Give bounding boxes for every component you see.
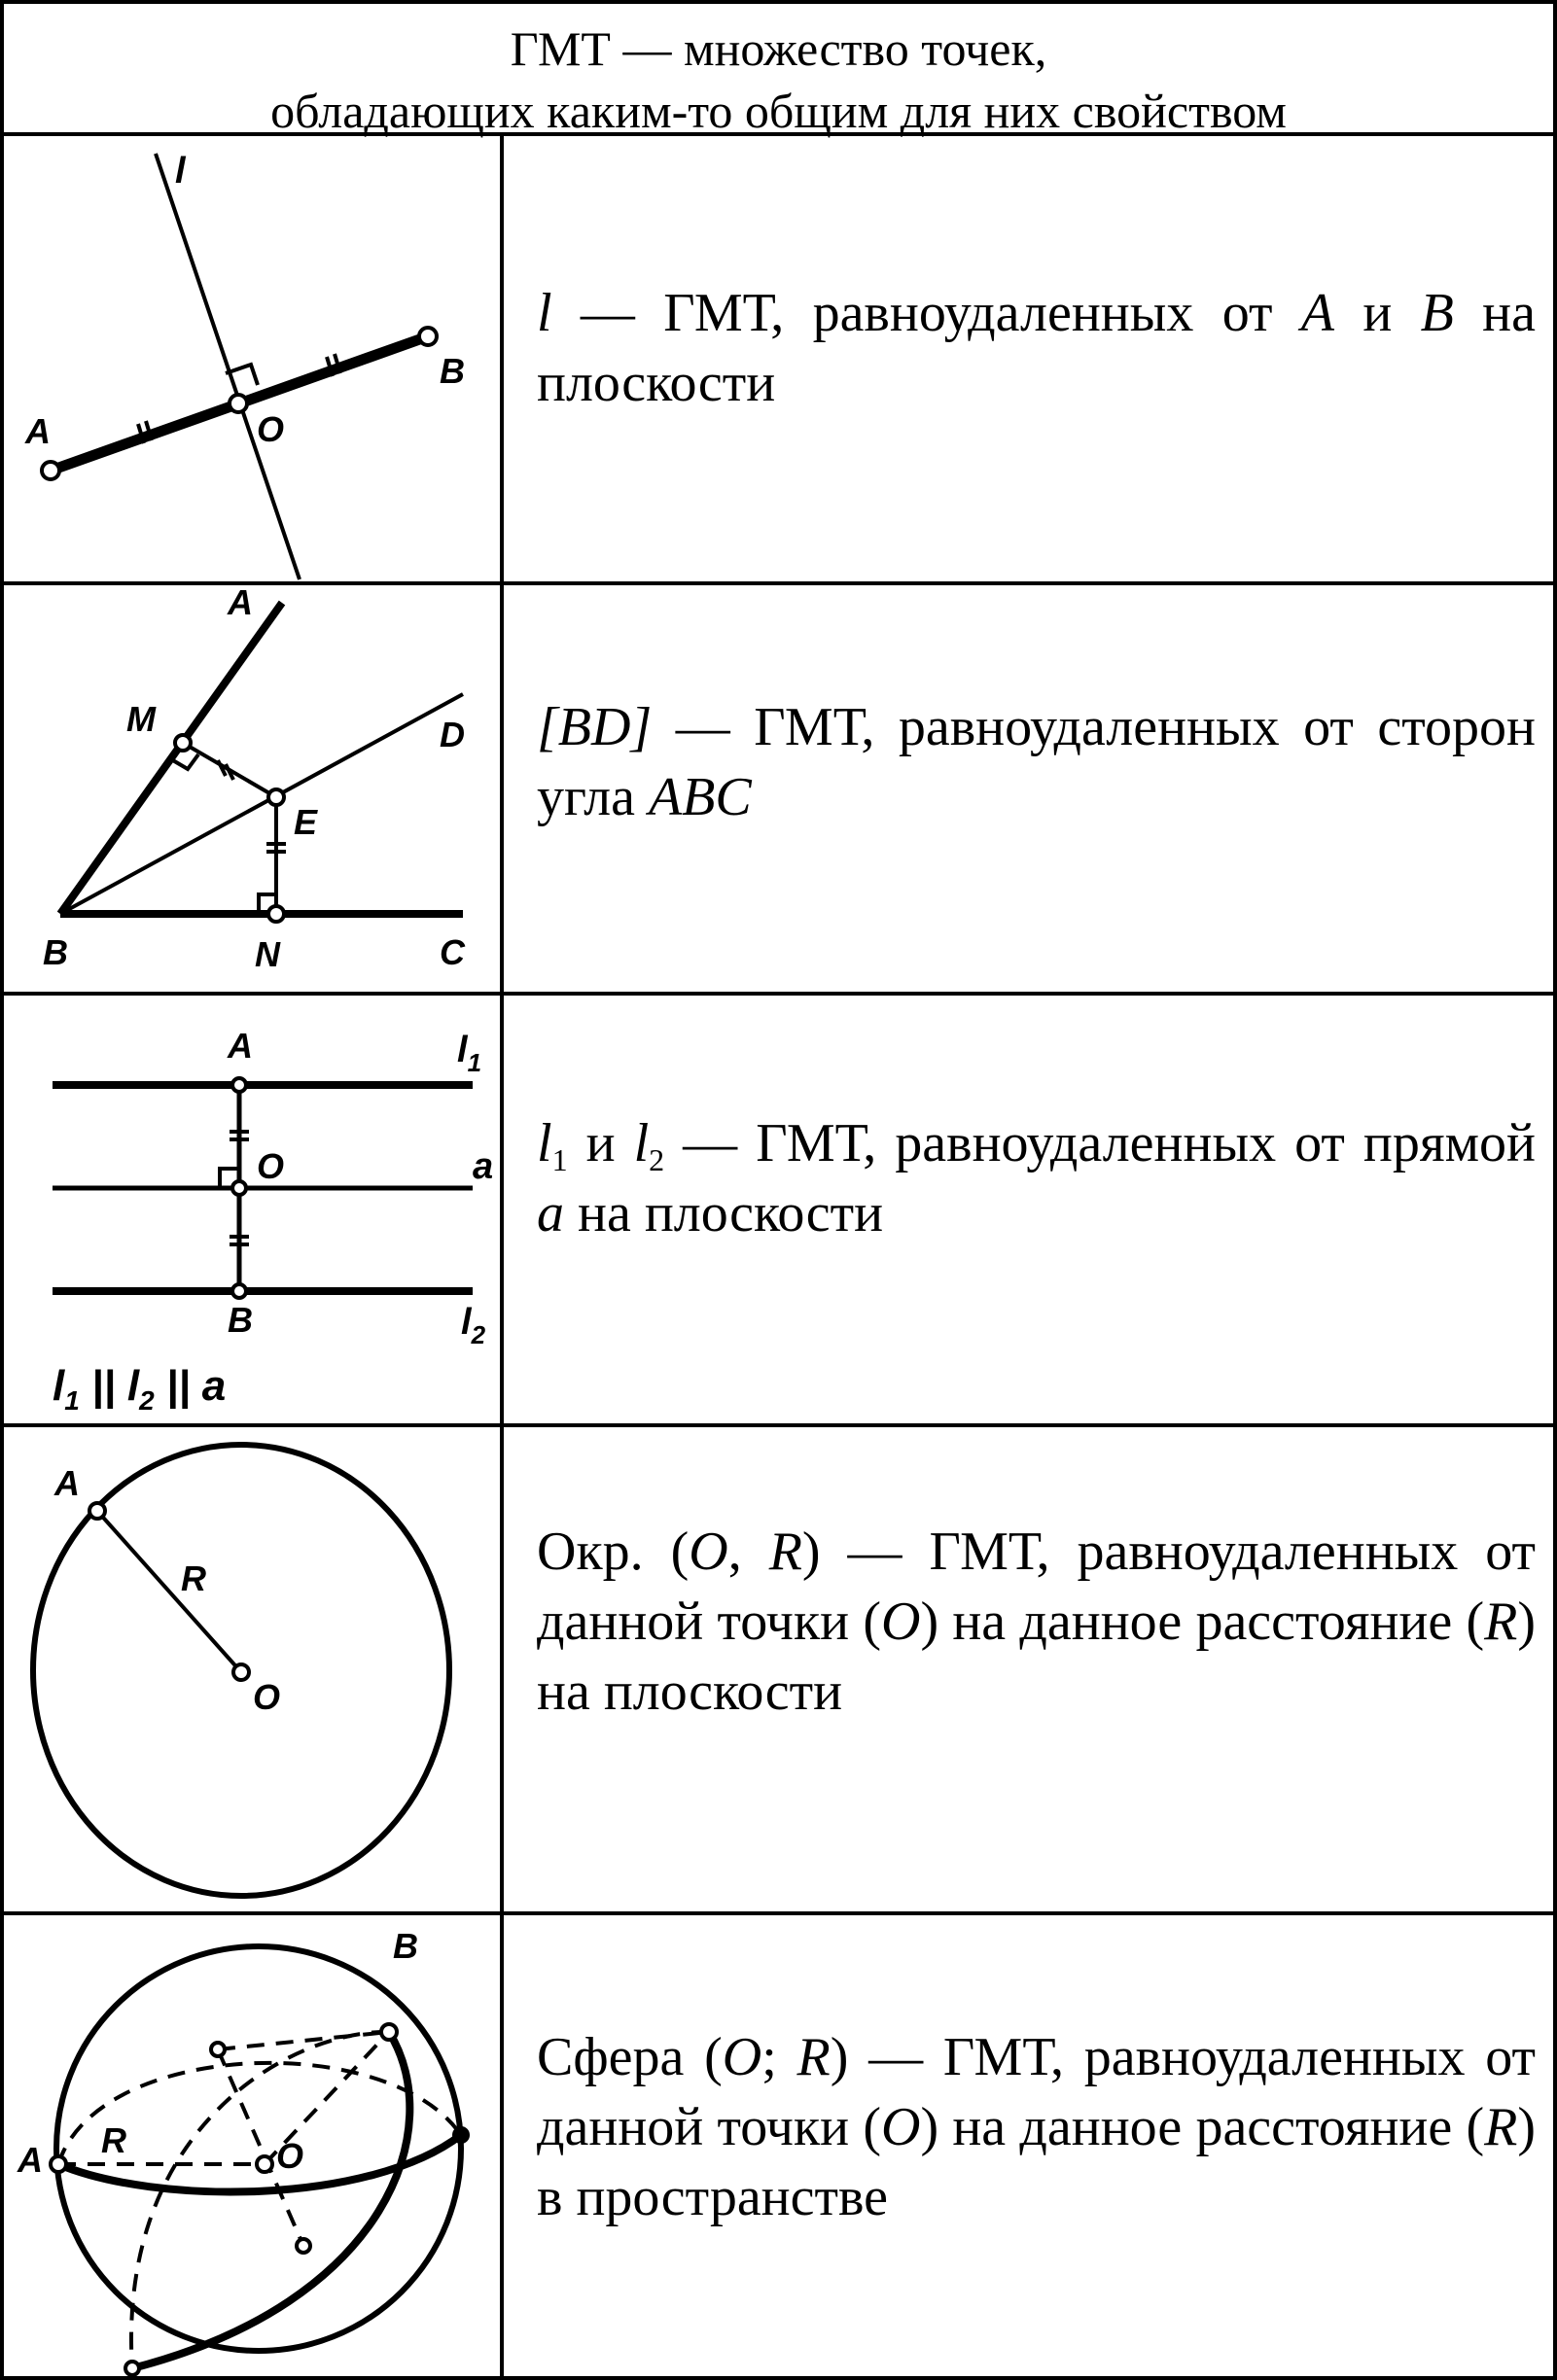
point-o <box>230 395 247 412</box>
row-1-description <box>537 278 1536 418</box>
desc-bd: [BD] <box>537 697 653 757</box>
point-a <box>89 1503 105 1519</box>
table-header <box>6 18 1551 142</box>
parallel-lines-diagram <box>0 994 498 1421</box>
label-o: O <box>253 1677 281 1717</box>
desc-point-a: A <box>1300 283 1334 343</box>
desc-text: ) на данное расстояние ( <box>920 1592 1485 1652</box>
row-3-description <box>537 1108 1536 1248</box>
row-4-description <box>537 1517 1536 1727</box>
label-a: A <box>54 1463 80 1503</box>
desc-l1-subscript: 1 <box>551 1142 568 1177</box>
point-e <box>268 789 284 805</box>
row-2-description <box>537 692 1536 832</box>
desc-text: ) — ГМТ, равноудаленных от данной точки ( <box>537 2027 1537 2157</box>
sphere-point <box>125 2362 139 2375</box>
desc-center-o: O <box>722 2027 762 2087</box>
desc-line-a: a <box>537 1183 564 1243</box>
perpendicular-bisector-diagram <box>0 134 498 579</box>
point-o <box>233 1664 249 1680</box>
header-line-1: ГМТ — множество точек, <box>510 21 1047 76</box>
parallel-caption: $l_1$ || $l_2$ || a <box>53 1362 227 1416</box>
label-a: A <box>228 1026 253 1066</box>
label-a: A <box>25 411 51 451</box>
point-a <box>42 462 59 479</box>
desc-l: l <box>537 283 552 343</box>
desc-text: на плоскости <box>564 1183 884 1243</box>
desc-text: ) на данное расстояние ( <box>920 2097 1485 2157</box>
point-a <box>51 2156 66 2172</box>
label-l2: $l_2$ <box>461 1302 486 1349</box>
desc-text: ) в пространстве <box>537 2097 1536 2227</box>
angle-bisector-diagram <box>0 583 498 990</box>
desc-text: ) на плоскости <box>537 1592 1536 1722</box>
desc-radius-r: R <box>768 1522 802 1582</box>
sphere-point <box>297 2239 310 2253</box>
row-5-description <box>537 2022 1536 2232</box>
desc-l2: l <box>633 1113 650 1173</box>
desc-l1: l <box>537 1113 552 1173</box>
point-b <box>419 328 437 345</box>
point-m <box>175 735 191 751</box>
circle-diagram <box>0 1425 498 1909</box>
point-b <box>381 2024 397 2040</box>
label-l: l <box>175 151 186 192</box>
desc-text: , <box>727 1522 769 1582</box>
desc-center-o: O <box>881 1592 921 1652</box>
desc-center-o: O <box>881 2097 921 2157</box>
label-o: O <box>257 409 285 449</box>
sphere-point <box>211 2043 225 2056</box>
label-m: M <box>126 699 156 739</box>
sphere-diagram <box>0 1913 498 2376</box>
desc-radius-r: R <box>1484 1592 1518 1652</box>
label-b: B <box>43 932 68 972</box>
desc-radius-r: R <box>796 2027 831 2087</box>
desc-text: Сфера ( <box>537 2027 723 2087</box>
label-e: E <box>294 802 318 842</box>
desc-radius-r: R <box>1484 2097 1518 2157</box>
desc-l2-subscript: 2 <box>649 1142 665 1177</box>
label-l1: $l_1$ <box>457 1030 482 1077</box>
desc-center-o: O <box>689 1522 728 1582</box>
label-r: R <box>101 2120 126 2160</box>
label-d: D <box>440 715 465 754</box>
column-divider <box>500 132 504 2380</box>
desc-angle-abc: ABC <box>648 767 752 827</box>
desc-text: ; <box>761 2027 797 2087</box>
point-b <box>232 1284 246 1298</box>
desc-text: — ГМТ, равноудаленных от прямой <box>664 1113 1536 1173</box>
sphere-point <box>454 2128 468 2142</box>
label-o: O <box>257 1146 285 1186</box>
label-a: A <box>228 582 253 622</box>
point-n <box>268 906 284 922</box>
point-a <box>232 1078 246 1092</box>
point-o <box>257 2156 272 2172</box>
label-r: R <box>181 1558 206 1598</box>
label-n: N <box>255 934 280 974</box>
label-a-line: a <box>473 1146 494 1187</box>
label-b: B <box>228 1300 253 1340</box>
label-b: B <box>393 1926 418 1966</box>
desc-text: и <box>1334 283 1421 343</box>
desc-text: — ГМТ, равноудаленных от <box>551 283 1301 343</box>
label-c: C <box>440 932 465 972</box>
desc-text: ) — ГМТ, равноудаленных от данной точки ( <box>537 1522 1536 1652</box>
label-o: O <box>276 2136 304 2176</box>
desc-point-b: B <box>1420 283 1454 343</box>
label-b: B <box>440 351 465 391</box>
desc-text: и <box>567 1113 634 1173</box>
desc-text: — ГМТ, равноудаленных от сторон угла <box>537 697 1536 827</box>
header-line-2: обладающих каким-то общим для них свойством <box>270 84 1287 138</box>
desc-text: Окр. ( <box>537 1522 690 1582</box>
desc-text: на плоскости <box>537 283 1536 413</box>
point-o <box>232 1181 246 1195</box>
label-a: A <box>18 2140 43 2180</box>
